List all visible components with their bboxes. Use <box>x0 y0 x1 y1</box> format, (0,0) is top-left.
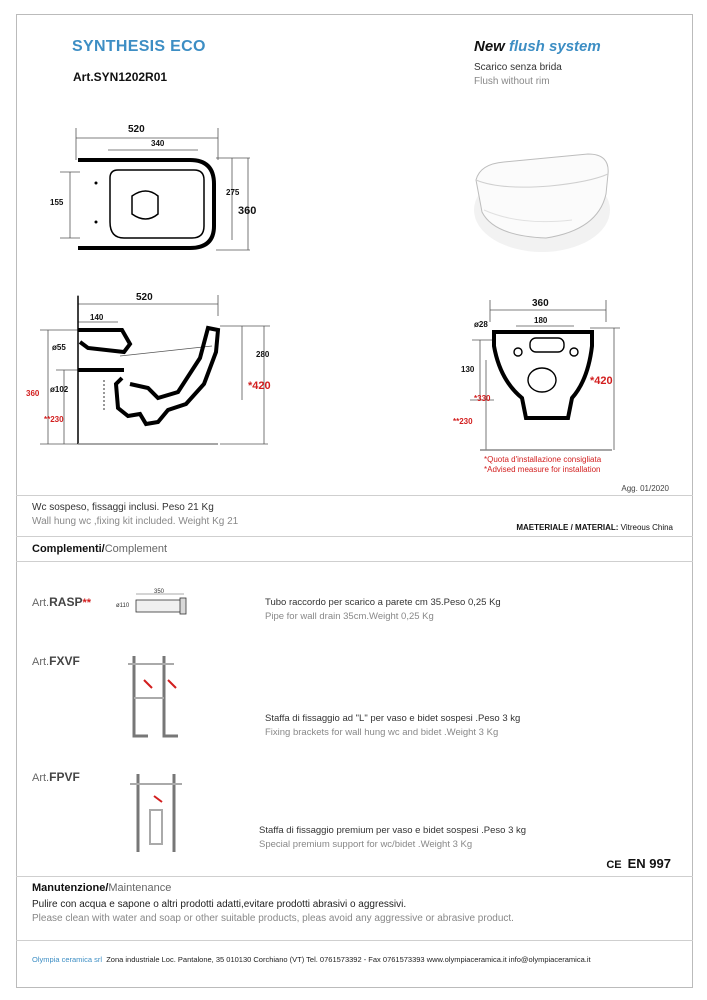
side-pipe-55: ø55 <box>52 343 66 352</box>
divider-4 <box>16 876 693 877</box>
new-label: New <box>474 38 505 55</box>
footer-address: Zona industriale Loc. Pantalone, 35 010130 Corchiano (VT) Tel. 0761573392 - Fax 0761573393 www.olympiaceramica.it info@olympiaceramica.it <box>106 955 591 964</box>
ce-mark: CE <box>606 859 622 871</box>
item-fpvf-code: Art.FPVF <box>32 770 80 784</box>
item-rasp-en: Pipe for wall drain 35cm.Weight 0,25 Kg <box>265 611 434 622</box>
flush-system-heading <box>474 38 601 55</box>
maintenance-en: Please clean with water and soap or other suitable products, pleas avoid any aggressive or abrasive product. <box>32 913 514 924</box>
premium-support-drawing <box>124 770 194 860</box>
item-fxvf-en: Fixing brackets for wall hung wc and bidet .Weight 3 Kg <box>265 727 499 738</box>
top-depth-360: 360 <box>238 205 257 217</box>
footer <box>32 955 591 964</box>
footer-company: Olympia ceramica srl <box>32 955 103 964</box>
item-fxvf-it: Staffa di fissaggio ad "L" per vaso e bidet sospesi .Peso 3 kg <box>265 713 521 724</box>
top-width-520: 520 <box>128 124 145 135</box>
divider-1 <box>16 495 693 496</box>
complement-title-en: Complement <box>104 543 168 555</box>
side-drain-102: ø102 <box>50 385 69 394</box>
certification-mark <box>606 856 671 871</box>
subtitle-en: Flush without rim <box>474 76 550 87</box>
bracket-drawing <box>124 650 184 742</box>
top-depth-275: 275 <box>226 188 240 197</box>
front-pipe-28: ø28 <box>474 320 488 329</box>
divider-2 <box>16 536 693 537</box>
item-fpvf-it: Staffa di fissaggio premium per vaso e bidet sospesi .Peso 3 kg <box>259 825 527 836</box>
complement-heading <box>32 543 167 555</box>
description-en: Wall hung wc ,fixing kit included. Weight Kg 21 <box>32 516 239 527</box>
product-photo <box>460 140 620 260</box>
en-standard: EN 997 <box>627 856 671 871</box>
front-height-420: *420 <box>590 375 613 387</box>
material-label: MAETERIALE / MATERIAL: <box>516 523 619 532</box>
material-line <box>516 523 673 532</box>
side-height-420: *420 <box>248 380 271 392</box>
item-rasp-it: Tubo raccordo per scarico a parete cm 35.Peso 0,25 Kg <box>265 597 501 608</box>
pipe-diameter: ø110 <box>116 603 130 609</box>
article-code: Art.SYN1202R01 <box>73 70 168 84</box>
item-fpvf-en: Special premium support for wc/bidet .Weight 3 Kg <box>259 839 473 850</box>
note-en: *Advised measure for installation <box>484 465 601 474</box>
maintenance-title-it: Manutenzione/ <box>32 882 109 894</box>
front-width-360: 360 <box>532 298 549 309</box>
maintenance-it: Pulire con acqua e sapone o altri prodotti adatti,evitare prodotti abrasivi o aggressivi. <box>32 899 407 910</box>
side-height-360: 360 <box>26 389 40 398</box>
divider-5 <box>16 940 693 941</box>
maintenance-heading <box>32 882 171 894</box>
side-rise-280: 280 <box>256 350 270 359</box>
front-height-330: *330 <box>474 394 491 403</box>
complement-title-it: Complementi/ <box>32 543 105 555</box>
item-fxvf-code: Art.FXVF <box>32 654 80 668</box>
side-height-230: **230 <box>44 415 64 424</box>
front-inner-180: 180 <box>534 316 548 325</box>
front-height-230: **230 <box>453 417 473 426</box>
divider-3 <box>16 561 693 562</box>
maintenance-title-en: Maintenance <box>108 882 172 894</box>
pipe-drawing <box>128 590 198 624</box>
pipe-length: 350 <box>154 589 165 595</box>
top-inner-340: 340 <box>151 139 165 148</box>
side-offset-140: 140 <box>90 313 104 322</box>
subtitle-it: Scarico senza brida <box>474 62 562 73</box>
front-height-130: 130 <box>461 365 475 374</box>
flush-system-label: flush system <box>509 38 601 55</box>
revision-date: Agg. 01/2020 <box>621 484 669 493</box>
material-value: Vitreous China <box>620 523 673 532</box>
description-it: Wc sospeso, fissaggi inclusi. Peso 21 Kg <box>32 502 214 513</box>
product-title: SYNTHESIS ECO <box>72 38 206 55</box>
side-width-520: 520 <box>136 292 153 303</box>
note-it: *Quota d'installazione consigliata <box>484 455 602 464</box>
top-left-155: 155 <box>50 198 64 207</box>
item-rasp-code: Art.RASP** <box>32 595 92 609</box>
